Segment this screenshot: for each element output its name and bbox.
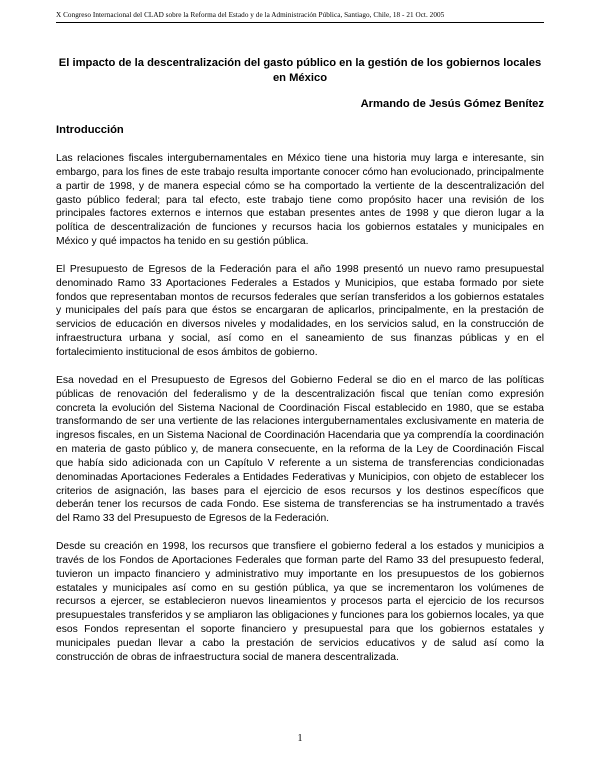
section-heading: Introducción: [56, 124, 124, 136]
page-number: 1: [297, 733, 303, 744]
running-header: X Congreso Internacional del CLAD sobre la Reforma del Estado y de la Administración Pública, Santiago, Chile, 18 - 21 Oct. 2005: [56, 11, 544, 23]
body-text: [56, 152, 544, 679]
document-title: El impacto de la descentralización del gasto público en la gestión de los gobiernos locales en México: [58, 57, 542, 84]
paragraph-4: Desde su creación en 1998, los recursos que transfiere el gobierno federal a los estados y municipios a través de los Fondos de Aportaciones Federales que forman parte del Ramo 33 del presupuesto federal, tuvieron un impacto financiero y administrativo muy importante en los presupuestos de los gobiernos estatales y municipales así como en su gestión pública, ya que se incrementaron los volúmenes de recursos a ejercer, se establecieron nuevos lineamientos y procesos parta el ejercicio de los recursos presupuestales transferidos y se ampliaron las obligaciones y funciones para los gobiernos locales, ya que esos Fondos representan el soporte financiero y presupuestal para que los gobiernos estatales y municipales puedan llevar a cabo la prestación de servicios educativos y de salud así como la construcción de obras de infraestructura social de manera descentralizada.: [56, 541, 544, 663]
paragraph-3: Esa novedad en el Presupuesto de Egresos del Gobierno Federal se dio en el marco de las políticas públicas de renovación del federalismo y de la descentralización fiscal que tenían como expresión concreta la evolución del Sistema Nacional de Coordinación Fiscal establecido en 1980, que se estaba transformando de ser una vertiente de las relaciones intergubernamentales exclusivamente en materia de ingresos fiscales, en un Sistema Nacional de Coordinación Hacendaria que ya comprendía la coordinación en materia de gasto público y, de manera consecuente, en la reforma de la Ley de Coordinación Fiscal que había sido adicionada con un Capítulo V referente a un sistema de transferencias condicionadas denominadas Aportaciones Federales a Entidades Federativas y Municipios, con objeto de establecer los criterios de asignación, las bases para el ejercicio de esos recursos y los destinos específicos que deberán tener los recursos de cada Fondo. Ese sistema de transferencias se ha instrumentado a través del Ramo 33 del Presupuesto de Egresos de la Federación.: [56, 374, 544, 525]
paragraph-1: Las relaciones fiscales intergubernamentales en México tiene una historia muy larga e interesante, sin embargo, para los fines de este trabajo resulta importante conocer cómo han evolucionado, principalmente a partir de 1998, y de manera especial cómo se ha comportado la vertiente de la descentralización del gasto público federal; para tal efecto, este trabajo tiene como propósito hacer una revisión de los principales factores externos e internos que estaban presentes antes de 1998 y que dieron lugar a la política de descentralización de funciones y recursos hacia los gobiernos estatales y municipales en México y qué impactos ha tenido en su gestión pública.: [56, 153, 544, 248]
author-name: Armando de Jesús Gómez Benítez: [360, 98, 544, 110]
paragraph-2: El Presupuesto de Egresos de la Federación para el año 1998 presentó un nuevo ramo presupuestal denominado Ramo 33 Aportaciones Federales a Estados y Municipios, que estaba formado por siete fondos que representaban montos de recursos federales que serían transferidos a los gobiernos estatales y municipales del país para que éstos se encargaran de aplicarlos, principalmente, en la prestación de servicios de educación en diversos niveles y modalidades, en los servicios salud, en la construcción de infraestructura urbana y social, así como en el saneamiento de sus finanzas públicas y en el fortalecimiento institucional de esos ámbitos de gobierno.: [56, 263, 544, 358]
